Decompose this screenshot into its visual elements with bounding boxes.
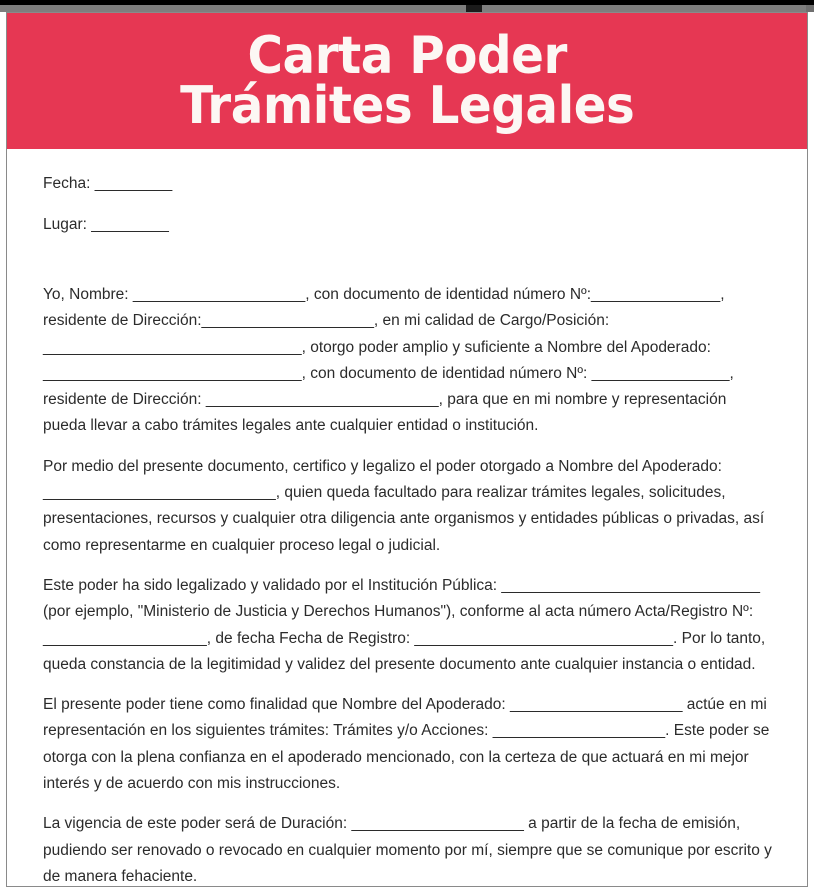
paragraph-vigencia: La vigencia de este poder será de Duración: ____________________ a partir de la fecha de emisión, pudiendo ser renovado o revocado en cualquier momento por mí, siempre que se comunique por escrito y de manera fehaciente.: [43, 815, 777, 885]
field-fecha: Fecha: _________: [43, 175, 173, 192]
page-title: [179, 25, 635, 136]
page-title-line-1: Carta Poder: [247, 25, 567, 86]
window-chrome-toolbar-strip: [0, 5, 814, 12]
field-lugar: Lugar: _________: [43, 216, 169, 233]
page-title-line-2: Trámites Legales: [179, 76, 635, 136]
document-page: [6, 12, 808, 887]
document-body: [7, 149, 807, 887]
chrome-scrollbar-notch[interactable]: [806, 5, 814, 12]
document-title-banner: [7, 13, 807, 149]
paragraph-certificacion: Por medio del presente documento, certifico y legalizo el poder otorgado a Nombre del Apoderado: ___________________________, quien queda facultado para realizar trámites legales, solicitudes, presentaciones, recursos y cualquier otra diligencia ante organismos y entidades públicas o privadas, así como representarme en cualquier proceso legal o judicial.: [43, 457, 769, 554]
paragraph-finalidad: El presente poder tiene como finalidad que Nombre del Apoderado: ____________________ actúe en mi representación en los siguientes trámites: Trámites y/o Acciones: ____________________. Este poder se otorga con la plena confianza en el apoderado mencionado, con la certeza de que actuará en mi mejor interés y de acuerdo con mis instrucciones.: [43, 696, 774, 793]
chrome-tab-notch[interactable]: [466, 5, 482, 12]
paragraph-otorgamiento: Yo, Nombre: ____________________, con documento de identidad número Nº:_______________, residente de Dirección:____________________, en mi calidad de Cargo/Posición: ______________________________, otorgo poder amplio y suficiente a Nombre del Apoderado: ______________________________, con documento de identidad número Nº: ________________, residente de Dirección: ___________________________, para que en mi nombre y representación pueda llevar a cabo trámites legales ante cualquier entidad o institución.: [43, 286, 739, 435]
paragraph-legalizacion: Este poder ha sido legalizado y validado por el Institución Pública: ______________________________ (por ejemplo, "Ministerio de Justicia y Derechos Humanos"), conforme al acta número Acta/Registro Nº: ___________________, de fecha Fecha de Registro: ______________________________. Por lo tanto, queda constancia de la legitimidad y validez del presente documento ante cualquier instancia o entidad.: [43, 576, 770, 673]
